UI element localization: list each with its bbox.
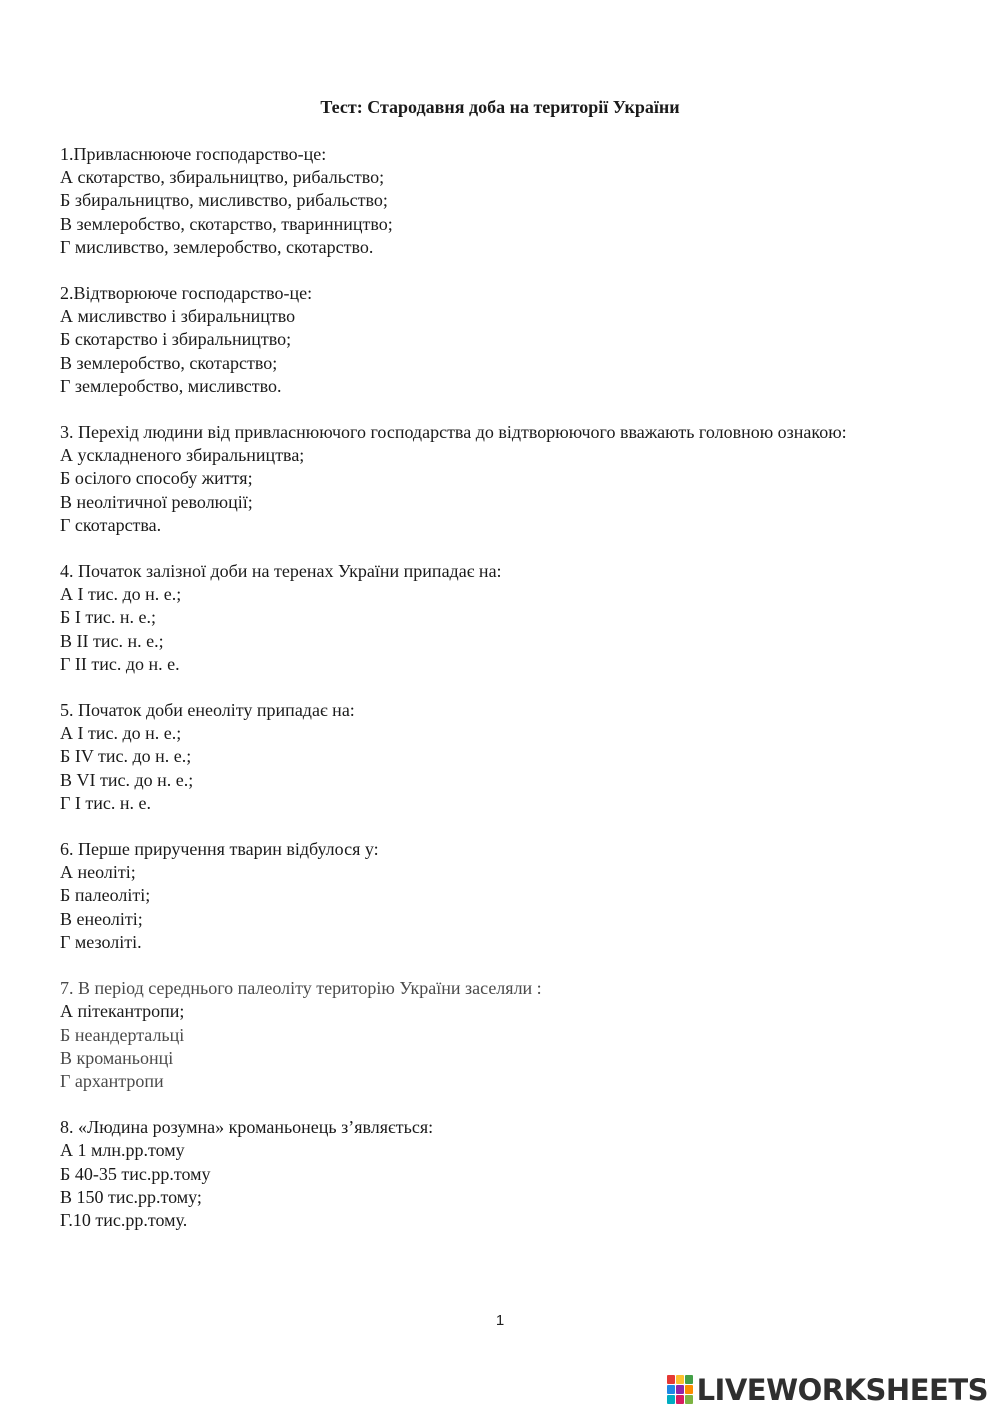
question-text: 7. В період середнього палеоліту територію України заселяли : — [60, 978, 542, 999]
liveworksheets-logo-icon — [667, 1375, 693, 1405]
option-c: В VI тис. до н. е.; — [60, 769, 194, 790]
option-a: А I тис. до н. е.; — [60, 723, 182, 744]
question-text: 8. «Людина розумна» кроманьонець з’являється: — [60, 1117, 434, 1138]
logo-tile — [667, 1385, 675, 1394]
option-b: Б осілого способу життя; — [60, 468, 253, 489]
option-a: А мисливство і збиральництво — [60, 306, 296, 327]
question-list — [60, 143, 940, 1255]
question-4 — [60, 560, 940, 676]
logo-tile — [676, 1375, 684, 1384]
logo-tile — [685, 1385, 693, 1394]
page-title: Тест: Стародавня доба на території України — [320, 97, 680, 117]
option-d: Г II тис. до н. е. — [60, 653, 180, 674]
logo-tile — [667, 1395, 675, 1404]
option-a: А I тис. до н. е.; — [60, 584, 182, 605]
option-c: В неолітичної революції; — [60, 491, 253, 512]
logo-tile — [676, 1395, 684, 1404]
question-5 — [60, 699, 940, 815]
logo-tile — [685, 1395, 693, 1404]
option-b: Б палеоліті; — [60, 885, 151, 906]
option-c: В кроманьонці — [60, 1047, 174, 1068]
option-d: Г землеробство, мисливство. — [60, 375, 282, 396]
question-text: 6. Перше приручення тварин відбулося у: — [60, 839, 379, 860]
question-2 — [60, 282, 940, 398]
option-b: Б неандертальці — [60, 1024, 185, 1045]
option-d: Г архантропи — [60, 1070, 164, 1091]
question-text: 2.Відтворююче господарство-це: — [60, 283, 313, 304]
logo-tile — [685, 1375, 693, 1384]
question-7 — [60, 977, 940, 1093]
option-b: Б I тис. н. е.; — [60, 607, 156, 628]
option-b: Б 40-35 тис.рр.тому — [60, 1163, 211, 1184]
option-c: В землеробство, скотарство; — [60, 352, 278, 373]
option-a: А 1 млн.рр.тому — [60, 1140, 185, 1161]
question-6 — [60, 838, 940, 954]
option-b: Б IV тис. до н. е.; — [60, 746, 192, 767]
question-1 — [60, 143, 940, 259]
option-d: Г мисливство, землеробство, скотарство. — [60, 236, 374, 257]
option-d: Г мезоліті. — [60, 931, 142, 952]
question-3 — [60, 421, 940, 537]
option-b: Б скотарство і збиральництво; — [60, 329, 292, 350]
option-c: В 150 тис.рр.тому; — [60, 1186, 202, 1207]
question-text: 4. Початок залізної доби на теренах України припадає на: — [60, 561, 502, 582]
option-b: Б збиральництво, мисливство, рибальство; — [60, 190, 388, 211]
option-c: В енеоліті; — [60, 908, 143, 929]
question-text: 3. Перехід людини від привласнюючого господарства до відтворюючого вважають головною ознакою: — [60, 422, 847, 443]
question-text: 1.Привласнююче господарство-це: — [60, 144, 327, 164]
brand-name: LIVEWORKSHEETS — [696, 1373, 988, 1407]
option-d: Г I тис. н. е. — [60, 792, 152, 813]
option-a: А пітекантропи; — [60, 1001, 185, 1022]
option-d: Г скотарства. — [60, 514, 162, 535]
option-c: В землеробство, скотарство, тваринництво; — [60, 213, 393, 234]
brand-watermark[interactable] — [667, 1373, 988, 1407]
logo-tile — [667, 1375, 675, 1384]
option-d: Г.10 тис.рр.тому. — [60, 1209, 188, 1230]
option-c: В II тис. н. е.; — [60, 630, 164, 651]
page-number: 1 — [495, 1312, 505, 1329]
logo-tile — [676, 1385, 684, 1394]
option-a: А ускладненого збиральництва; — [60, 445, 305, 466]
option-a: А скотарство, збиральництво, рибальство; — [60, 167, 385, 188]
question-8 — [60, 1116, 940, 1232]
question-text: 5. Початок доби енеоліту припадає на: — [60, 700, 355, 721]
option-a: А неоліті; — [60, 862, 136, 883]
